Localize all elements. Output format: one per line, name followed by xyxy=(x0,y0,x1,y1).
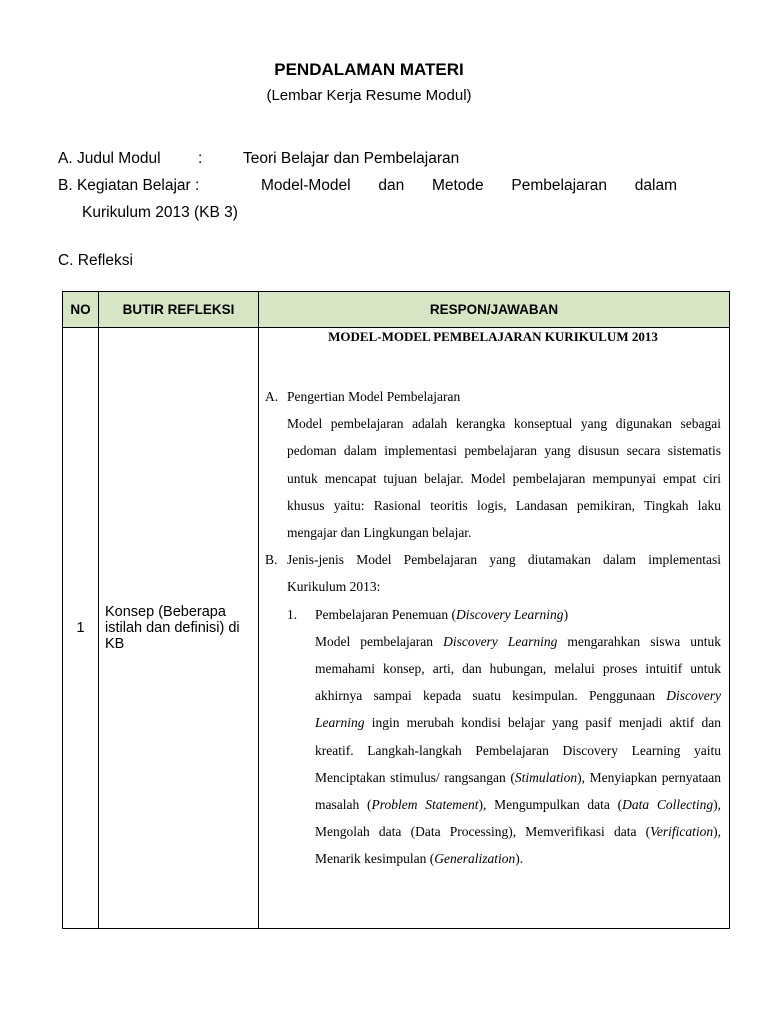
sub1-title-text: ) xyxy=(563,606,569,622)
kegiatan-belajar-continuation: Kurikulum 2013 (KB 3) xyxy=(82,204,238,221)
subsection-1-marker: 1. xyxy=(287,606,298,622)
kegiatan-word: Metode xyxy=(431,177,484,194)
header-respon: RESPON/JAWABAN xyxy=(259,292,730,328)
sub1-text: ), Mengolah data (Data Processing), Memverifikasi data ( xyxy=(315,797,722,840)
sub1-text: ), Menarik kesimpulan ( xyxy=(315,824,721,867)
table-row xyxy=(63,328,730,929)
section-b xyxy=(265,546,721,600)
respon-heading: MODEL-MODEL PEMBELAJARAN KURIKULUM 2013 xyxy=(328,329,658,344)
judul-modul-colon: : xyxy=(198,150,203,167)
sub1-text: ), Mengumpulkan data ( xyxy=(478,797,623,813)
subsection-1-body xyxy=(265,628,721,873)
sub1-text: ). xyxy=(515,851,524,867)
section-a-marker: A. xyxy=(265,389,279,404)
subsection-1-title xyxy=(315,601,568,628)
sub1-italic: Discovery Learning xyxy=(443,633,558,649)
section-b-marker: B. xyxy=(265,552,278,568)
section-a-title: Pengertian Model Pembelajaran xyxy=(287,389,461,404)
sub1-title-text: Pembelajaran Penemuan ( xyxy=(315,606,456,622)
sub1-italic: Problem Statement xyxy=(371,797,479,813)
sub1-italic: Verification xyxy=(650,824,714,840)
sub1-italic: Stimulation xyxy=(514,769,578,785)
header-butir: BUTIR REFLEKSI xyxy=(99,292,259,328)
refleksi-label: C. Refleksi xyxy=(58,252,133,269)
kegiatan-word: dalam xyxy=(634,177,677,194)
sub1-text: ), Menyiapkan pernyataan masalah ( xyxy=(315,769,721,813)
section-a-body: Model pembelajaran adalah kerangka konseptual yang digunakan sebagai pedoman dalam implementasi pembelajaran yang disusun secara sistematis untuk mencapat tujuan belajar. Model pembelajaran mempunyai empat ciri khusus yaitu: Rasional teoritis logis, Landasan pemikiran, Tingkah laku mengajar dan Lingkungan belajar. xyxy=(287,416,721,541)
sub1-text: Model pembelajaran xyxy=(315,633,444,649)
sub1-italic: Discovery Learning xyxy=(315,688,721,731)
judul-modul-row xyxy=(58,150,459,168)
kegiatan-belajar-value xyxy=(261,177,677,195)
kegiatan-belajar-label: B. Kegiatan Belajar : xyxy=(58,177,200,194)
sub1-italic: Generalization xyxy=(434,851,516,867)
judul-modul-value: Teori Belajar dan Pembelajaran xyxy=(243,150,460,167)
row-butir: Konsep (Beberapa istilah dan definisi) di KB xyxy=(99,328,259,929)
kegiatan-word: Model-Model xyxy=(261,177,351,194)
refleksi-table xyxy=(62,291,730,929)
table-header-row xyxy=(63,292,730,328)
row-respon xyxy=(259,328,730,929)
section-b-title: Jenis-jenis Model Pembelajaran yang diutamakan dalam implementasi Kurikulum 2013: xyxy=(287,552,721,595)
page-title: PENDALAMAN MATERI xyxy=(274,60,464,79)
judul-modul-label: A. Judul Modul xyxy=(58,150,161,167)
kegiatan-belajar-row xyxy=(58,177,678,195)
sub1-text: mengarahkan siswa untuk memahami konsep, arti, dan hubungan, melalui proses intuitif untuk akhirnya sampai kepada suatu kesimpulan. Penggunaan xyxy=(315,633,722,704)
kegiatan-word: Pembelajaran xyxy=(511,177,608,194)
header-no: NO xyxy=(63,292,99,328)
row-no: 1 xyxy=(63,328,99,929)
kegiatan-word: dan xyxy=(378,177,405,194)
subsection-1 xyxy=(265,601,721,628)
sub1-title-italic: Discovery Learning xyxy=(455,606,564,622)
sub1-text: ingin merubah kondisi belajar yang pasif menjadi aktif dan kreatif. Langkah-langkah Pembelajaran Discovery Learning yaitu Menciptakan stimulus/ rangsangan ( xyxy=(315,715,721,785)
section-a xyxy=(265,383,721,410)
page-subtitle: (Lembar Kerja Resume Modul) xyxy=(266,87,472,104)
sub1-italic: Data Collecting xyxy=(622,797,714,813)
